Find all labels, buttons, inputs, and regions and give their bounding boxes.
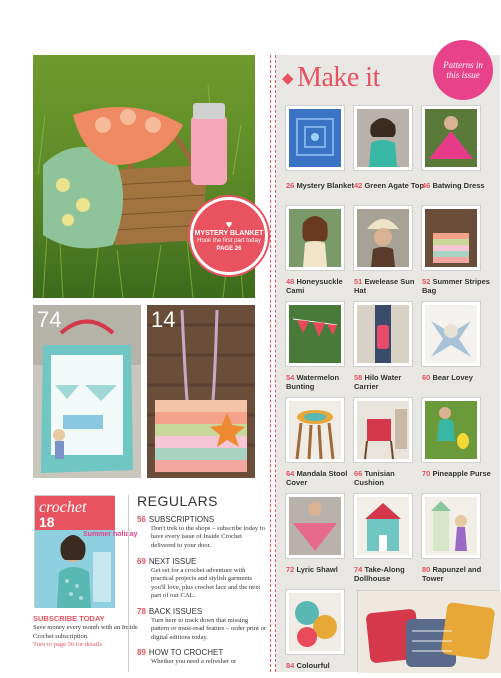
regular-item-next-issue[interactable] bbox=[137, 557, 267, 601]
pattern-tile-tunisian-cushion[interactable] bbox=[354, 398, 412, 462]
tile-caption: 70 Pineapple Purse bbox=[422, 469, 491, 478]
regular-body: Get set for a crochet adventure with practical projects and stylish garments you'll love, plus crochet lace and the next part of our CAL. bbox=[151, 567, 261, 600]
regular-item-how-to-crochet[interactable] bbox=[137, 648, 267, 666]
hook-icon: ◆ bbox=[282, 70, 294, 87]
regular-title: SUBSCRIPTIONS bbox=[148, 515, 215, 524]
make-it-label: Make it bbox=[297, 62, 380, 93]
subscribe-link[interactable]: Turn to page 56 for details bbox=[33, 641, 102, 648]
regulars-divider bbox=[128, 495, 129, 672]
patterns-in-issue-badge: Patterns in this issue bbox=[433, 40, 493, 100]
make-it-title bbox=[282, 62, 380, 94]
tile-caption: 80 Rapunzel and Tower bbox=[422, 565, 482, 583]
cushions-photo bbox=[357, 590, 500, 672]
badge-page: PAGE 26 bbox=[216, 245, 242, 252]
regular-item-subscriptions[interactable] bbox=[137, 515, 267, 550]
tile-caption: 48 Honeysuckle Cami bbox=[286, 277, 343, 295]
tile-caption: 54 Watermelon Bunting bbox=[286, 373, 340, 391]
dashed-divider bbox=[270, 55, 276, 672]
pattern-tile-hilo-water-carrier[interactable] bbox=[354, 302, 412, 366]
subscribe-body: Save money every month with an Inside Crochet subscription. bbox=[33, 624, 138, 640]
tile-caption: 26 Mystery Blanket bbox=[286, 181, 354, 190]
heart-icon: ♥ bbox=[225, 218, 233, 231]
pattern-tile-colourful[interactable] bbox=[286, 590, 344, 654]
magazine-cover-thumbnail[interactable] bbox=[34, 495, 138, 607]
cover-headline: Summer holiday bbox=[83, 531, 138, 538]
tile-caption: 52 Summer Stripes Bag bbox=[422, 277, 490, 295]
regular-item-back-issues[interactable] bbox=[137, 607, 267, 642]
pattern-tile-ewelease-sun-hat[interactable] bbox=[354, 206, 412, 270]
regular-page-number: 69 bbox=[137, 557, 146, 566]
pattern-tile-green-agate-top[interactable] bbox=[354, 106, 412, 170]
regular-page-number: 78 bbox=[137, 607, 146, 616]
cover-brand: crochet bbox=[39, 499, 87, 516]
regular-page-number: 89 bbox=[137, 648, 146, 657]
regulars-title: REGULARS bbox=[137, 493, 219, 509]
tile-caption: 42 Green Agate Top bbox=[354, 181, 425, 190]
tile-caption: 72 Lyric Shawl bbox=[286, 565, 338, 574]
bag-page-number: 14 bbox=[151, 307, 176, 332]
dollhouse-page-number: 74 bbox=[37, 307, 62, 332]
tile-caption: 64 Mandala Stool Cover bbox=[286, 469, 348, 487]
dollhouse-photo bbox=[33, 305, 141, 478]
pattern-tile-batwing-dress[interactable] bbox=[422, 106, 480, 170]
badge-title: MYSTERY BLANKET bbox=[194, 229, 264, 237]
pattern-tile-take-along-dollhouse[interactable] bbox=[354, 494, 412, 558]
regular-title: BACK ISSUES bbox=[148, 607, 203, 616]
pattern-tile-lyric-shawl[interactable] bbox=[286, 494, 344, 558]
tile-caption: 51 Ewelease Sun Hat bbox=[354, 277, 415, 295]
tile-caption: 66 Tunisian Cushion bbox=[354, 469, 395, 487]
regular-body: Whether you need a refresher or bbox=[151, 658, 237, 665]
pattern-tile-bear-lovey[interactable] bbox=[422, 302, 480, 366]
pattern-tile-watermelon-bunting[interactable] bbox=[286, 302, 344, 366]
regular-page-number: 56 bbox=[137, 515, 146, 524]
cover-issue: 18 bbox=[39, 514, 55, 530]
pattern-tile-rapunzel-and-tower[interactable] bbox=[422, 494, 480, 558]
pattern-tile-pineapple-purse[interactable] bbox=[422, 398, 480, 462]
tile-caption: 58 Hilo Water Carrier bbox=[354, 373, 402, 391]
tile-caption: 60 Bear Lovey bbox=[422, 373, 473, 382]
badge-subtitle: Hook the first part today bbox=[197, 237, 261, 244]
pattern-tile-mandala-stool-cover[interactable] bbox=[286, 398, 344, 462]
pattern-tile-mystery-blanket[interactable] bbox=[286, 106, 344, 170]
pattern-tile-summer-stripes-bag[interactable] bbox=[422, 206, 480, 270]
tile-caption: 46 Batwing Dress bbox=[422, 181, 485, 190]
regular-body: Don't trek to the shops – subscribe today to have every issue of Inside Crochet delivered to your door. bbox=[151, 525, 265, 549]
tile-caption: 74 Take-Along Dollhouse bbox=[354, 565, 405, 583]
mystery-blanket-badge[interactable] bbox=[190, 197, 268, 275]
subscribe-title: SUBSCRIBE TODAY bbox=[33, 614, 105, 623]
regular-title: NEXT ISSUE bbox=[148, 557, 197, 566]
regular-body: Turn here to track down that missing pattern or must-read feature – order print or digital editions today. bbox=[151, 617, 267, 641]
regular-title: HOW TO CROCHET bbox=[148, 648, 224, 657]
tile-caption: 84 Colourful bbox=[286, 661, 330, 670]
striped-bag-photo bbox=[147, 305, 255, 478]
pattern-tile-honeysuckle-cami[interactable] bbox=[286, 206, 344, 270]
